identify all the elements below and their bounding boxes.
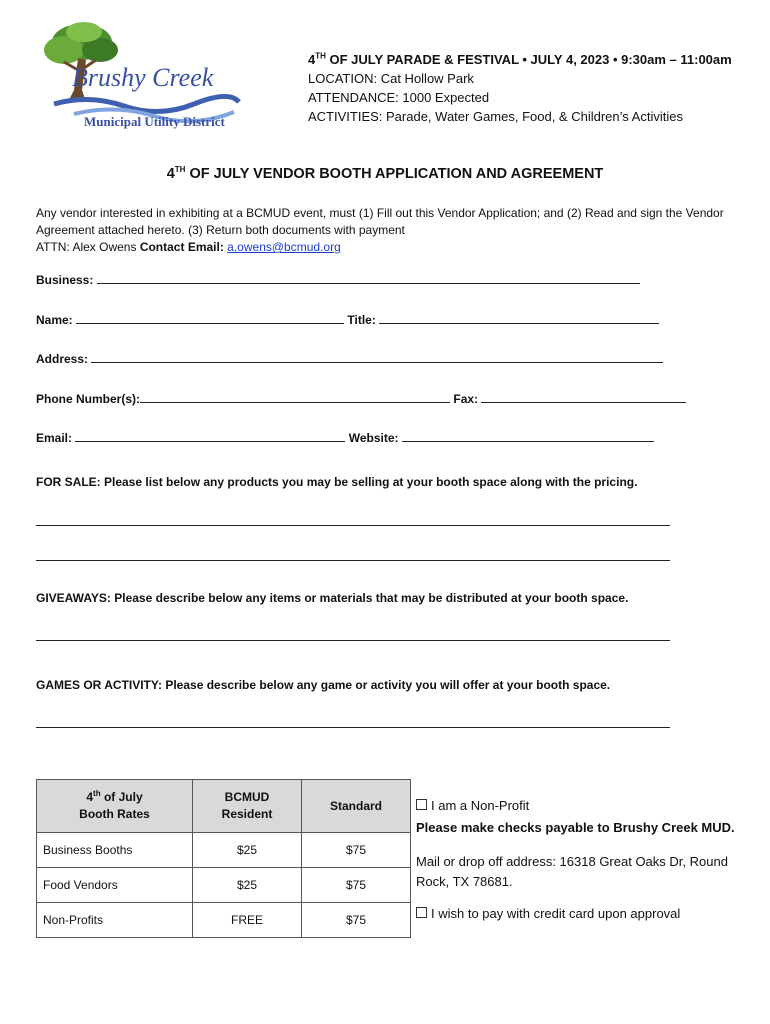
contact-label: Contact Email: [139, 240, 228, 254]
business-field[interactable] [36, 271, 640, 287]
intro-attn: ATTN: Alex Owens [36, 240, 140, 254]
nonprofit-option [416, 796, 529, 816]
checks-payable-note: Please make checks payable to Brushy Creek MUD. [416, 820, 735, 835]
name-title-row [36, 311, 659, 327]
event-headline: 4TH OF JULY PARADE & FESTIVAL • JULY 4, 2023 • 9:30am – 11:00am [308, 51, 732, 67]
event-location: LOCATION: Cat Hollow Park [308, 71, 474, 86]
giveaways-heading: GIVEAWAYS: Please describe below any items or materials that may be distributed at your booth space. [36, 591, 629, 605]
resident-price-cell: FREE [193, 903, 302, 938]
phone-label: Phone Number(s): [36, 392, 141, 406]
col-booth-rates-header: 4th of July Booth Rates [37, 780, 193, 833]
booth-type-cell: Non-Profits [37, 903, 193, 938]
resident-price-cell: $25 [193, 833, 302, 868]
event-activities: ACTIVITIES: Parade, Water Games, Food, & Children’s Activities [308, 109, 683, 124]
resident-price-cell: $25 [193, 868, 302, 903]
nonprofit-label: I am a Non-Profit [431, 798, 530, 813]
giveaways-line[interactable] [36, 640, 670, 641]
page-title: 4TH OF JULY VENDOR BOOTH APPLICATION AND AGREEMENT [166, 165, 604, 182]
email-field[interactable] [75, 429, 345, 442]
games-heading: GAMES OR ACTIVITY: Please describe below any game or activity you will offer at your booth space. [36, 678, 611, 692]
logo-wordmark: Brushy Creek [72, 63, 214, 92]
logo-subtitle: Municipal Utility District [84, 114, 225, 129]
col-resident-header: BCMUD Resident [193, 780, 302, 833]
table-row [37, 868, 411, 903]
mail-address: Mail or drop off address: 16318 Great Oaks Dr, Round Rock, TX 78681. [416, 854, 728, 889]
address-label: Address: [36, 352, 89, 366]
fax-label: Fax: [453, 392, 479, 406]
booth-type-cell: Food Vendors [37, 868, 193, 903]
for-sale-line-1[interactable] [36, 525, 670, 526]
booth-rates-table [36, 779, 411, 938]
intro-text [36, 205, 736, 256]
contact-email-link[interactable]: a.owens@bcmud.org [227, 240, 341, 254]
address-field[interactable] [36, 350, 663, 366]
phone-fax-row [36, 390, 686, 406]
nonprofit-checkbox[interactable] [416, 799, 427, 810]
credit-card-option [416, 904, 680, 924]
table-row [37, 833, 411, 868]
for-sale-heading: FOR SALE: Please list below any products you may be selling at your booth space along with the pricing. [36, 475, 638, 489]
name-label: Name: [36, 313, 73, 327]
table-row [37, 903, 411, 938]
title-label: Title: [347, 313, 376, 327]
credit-card-checkbox[interactable] [416, 907, 427, 918]
website-label: Website: [348, 431, 399, 445]
email-website-row [36, 429, 654, 445]
games-line[interactable] [36, 727, 670, 728]
email-label: Email: [36, 431, 73, 445]
website-field[interactable] [402, 429, 654, 442]
business-label: Business: [36, 273, 94, 287]
title-field[interactable] [379, 311, 659, 324]
intro-instructions: Any vendor interested in exhibiting at a BCMUD event, must (1) Fill out this Vendor Application; and (2) Read and sign the Vendor Agreement attached hereto. (3) Return both documents with payment [36, 206, 724, 237]
fax-field[interactable] [481, 390, 686, 403]
phone-field[interactable] [140, 390, 450, 403]
col-standard-header: Standard [302, 780, 411, 833]
table-header-row [37, 780, 411, 833]
for-sale-line-2[interactable] [36, 560, 670, 561]
standard-price-cell: $75 [302, 833, 411, 868]
standard-price-cell: $75 [302, 903, 411, 938]
credit-card-label: I wish to pay with credit card upon approval [431, 906, 681, 921]
booth-type-cell: Business Booths [37, 833, 193, 868]
event-attendance: ATTENDANCE: 1000 Expected [308, 90, 490, 105]
standard-price-cell: $75 [302, 868, 411, 903]
name-field[interactable] [76, 311, 344, 324]
